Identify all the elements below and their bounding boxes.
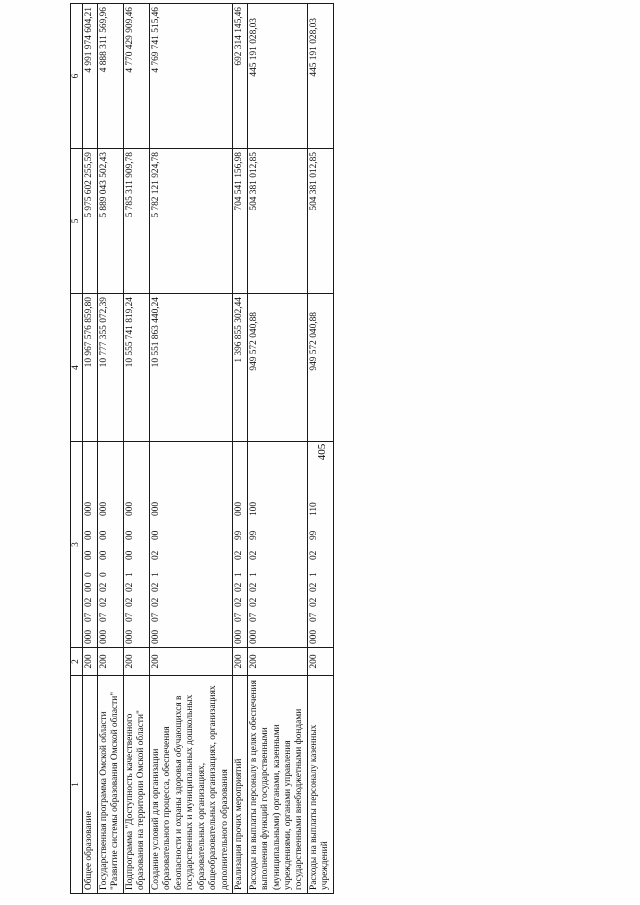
row-classification-code <box>97 442 123 648</box>
code-part: 00 <box>84 550 95 560</box>
code-part: 07 <box>248 612 259 622</box>
code-part: 02 <box>150 597 161 607</box>
code-part: 1 <box>124 572 135 577</box>
code-part: 1 <box>308 572 319 577</box>
code-part: 02 <box>150 550 161 560</box>
row-value-col4: 949 572 040,88 <box>307 294 333 442</box>
code-part: 02 <box>308 550 319 560</box>
code-part: 00 <box>150 530 161 540</box>
table-row <box>97 4 123 894</box>
row-value-col4: 1 396 855 302,44 <box>233 294 247 442</box>
column-header-6: 6 <box>71 4 83 149</box>
code-part: 00 <box>98 550 109 560</box>
row-name: Общее образование <box>83 676 97 894</box>
row-value-col5: 5 785 311 909,78 <box>123 149 149 294</box>
code-part: 99 <box>248 530 259 540</box>
row-value-col5: 504 381 012,85 <box>307 149 333 294</box>
row-admin-code: 200 <box>233 648 247 676</box>
row-value-col4: 10 551 863 440,24 <box>149 294 232 442</box>
row-classification-code <box>149 442 232 648</box>
row-admin-code: 200 <box>307 648 333 676</box>
code-part: 1 <box>150 572 161 577</box>
row-value-col4: 949 572 040,88 <box>247 294 307 442</box>
code-part: 07 <box>150 612 161 622</box>
code-part: 00 <box>84 530 95 540</box>
code-part: 000 <box>98 501 109 516</box>
page-number: 405 <box>316 443 328 461</box>
row-value-col5: 5 782 121 924,78 <box>149 149 232 294</box>
row-name: Расходы на выплаты персоналу казенных учреждений <box>307 676 333 894</box>
code-part: 0 <box>84 572 95 577</box>
row-admin-code: 200 <box>123 648 149 676</box>
code-part: 110 <box>308 502 319 516</box>
code-part: 00 <box>98 530 109 540</box>
code-part: 000 <box>234 501 245 516</box>
row-name: Реализация прочих мероприятий <box>233 676 247 894</box>
code-part: 100 <box>248 501 259 516</box>
code-part: 000 <box>124 501 135 516</box>
code-part: 02 <box>308 582 319 592</box>
code-part: 0 <box>98 572 109 577</box>
code-part: 02 <box>98 582 109 592</box>
code-part: 02 <box>124 597 135 607</box>
row-admin-code: 200 <box>83 648 97 676</box>
table-row <box>307 4 333 894</box>
code-part: 02 <box>234 597 245 607</box>
row-value-col6: 4 770 429 909,46 <box>123 4 149 149</box>
code-part: 07 <box>308 612 319 622</box>
code-part: 02 <box>98 597 109 607</box>
code-part: 02 <box>308 597 319 607</box>
row-value-col6: 692 314 145,46 <box>233 4 247 149</box>
row-value-col4: 10 967 576 859,80 <box>83 294 97 442</box>
row-value-col4: 10 555 741 819,24 <box>123 294 149 442</box>
code-part: 02 <box>124 582 135 592</box>
row-classification-code <box>83 442 97 648</box>
code-part: 00 <box>124 550 135 560</box>
code-part: 00 <box>84 582 95 592</box>
row-admin-code: 200 <box>149 648 232 676</box>
code-part: 02 <box>234 550 245 560</box>
code-part: 000 <box>234 629 245 644</box>
code-part: 000 <box>248 629 259 644</box>
code-part: 00 <box>124 530 135 540</box>
code-part: 99 <box>308 530 319 540</box>
row-value-col6: 4 888 311 569,96 <box>97 4 123 149</box>
table-row <box>83 4 97 894</box>
code-part: 02 <box>248 550 259 560</box>
row-value-col6: 445 191 028,03 <box>307 4 333 149</box>
row-admin-code: 200 <box>247 648 307 676</box>
code-part: 02 <box>248 597 259 607</box>
rotated-table-container <box>70 4 540 894</box>
row-value-col6: 4 991 974 604,21 <box>83 4 97 149</box>
code-part: 000 <box>84 501 95 516</box>
budget-table <box>70 3 334 894</box>
row-classification-code <box>123 442 149 648</box>
row-name: Расходы на выплаты персоналу в целях обеспечения выполнения функций государственными (муниципальными) органами, казенными учреждениями, органами управления государственными внебюджетными фондами <box>247 676 307 894</box>
row-value-col4: 10 777 355 072,39 <box>97 294 123 442</box>
row-classification-code <box>233 442 247 648</box>
row-classification-code <box>307 442 333 648</box>
code-part: 000 <box>150 629 161 644</box>
table-row <box>247 4 307 894</box>
code-part: 1 <box>248 572 259 577</box>
code-part: 99 <box>234 530 245 540</box>
column-header-5: 5 <box>71 149 83 294</box>
column-header-4: 4 <box>71 294 83 442</box>
code-part: 02 <box>234 582 245 592</box>
row-name: Государственная программа Омской области "Развитие системы образования Омской области" <box>97 676 123 894</box>
row-value-col6: 4 769 741 515,46 <box>149 4 232 149</box>
row-name: Создание условий для организации образовательного процесса, обеспечения безопасности и охраны здоровья обучающихся в государственных и муниципальных дошкольных образовательных организациях, общеобразовательных организациях, организациях дополнительного образования <box>149 676 232 894</box>
row-value-col5: 504 381 012,85 <box>247 149 307 294</box>
code-part: 07 <box>124 612 135 622</box>
table-row <box>123 4 149 894</box>
column-header-1: 1 <box>71 676 83 894</box>
code-part: 02 <box>84 597 95 607</box>
row-classification-code <box>247 442 307 648</box>
row-admin-code: 200 <box>97 648 123 676</box>
code-part: 07 <box>84 612 95 622</box>
code-part: 02 <box>150 582 161 592</box>
table-row <box>149 4 232 894</box>
row-value-col6: 445 191 028,03 <box>247 4 307 149</box>
code-part: 000 <box>150 501 161 516</box>
table-header-row <box>71 4 83 894</box>
code-part: 07 <box>234 612 245 622</box>
column-header-2: 2 <box>71 648 83 676</box>
row-value-col5: 5 975 602 255,59 <box>83 149 97 294</box>
column-header-3: 3 <box>71 442 83 648</box>
code-part: 000 <box>98 629 109 644</box>
code-part: 000 <box>84 629 95 644</box>
code-part: 000 <box>124 629 135 644</box>
code-part: 02 <box>248 582 259 592</box>
code-part: 000 <box>308 629 319 644</box>
code-part: 1 <box>234 572 245 577</box>
code-part: 07 <box>98 612 109 622</box>
row-value-col5: 704 541 156,98 <box>233 149 247 294</box>
row-name: Подпрограмма "Доступность качественного образования на территории Омской области" <box>123 676 149 894</box>
row-value-col5: 5 889 043 502,43 <box>97 149 123 294</box>
table-row <box>233 4 247 894</box>
